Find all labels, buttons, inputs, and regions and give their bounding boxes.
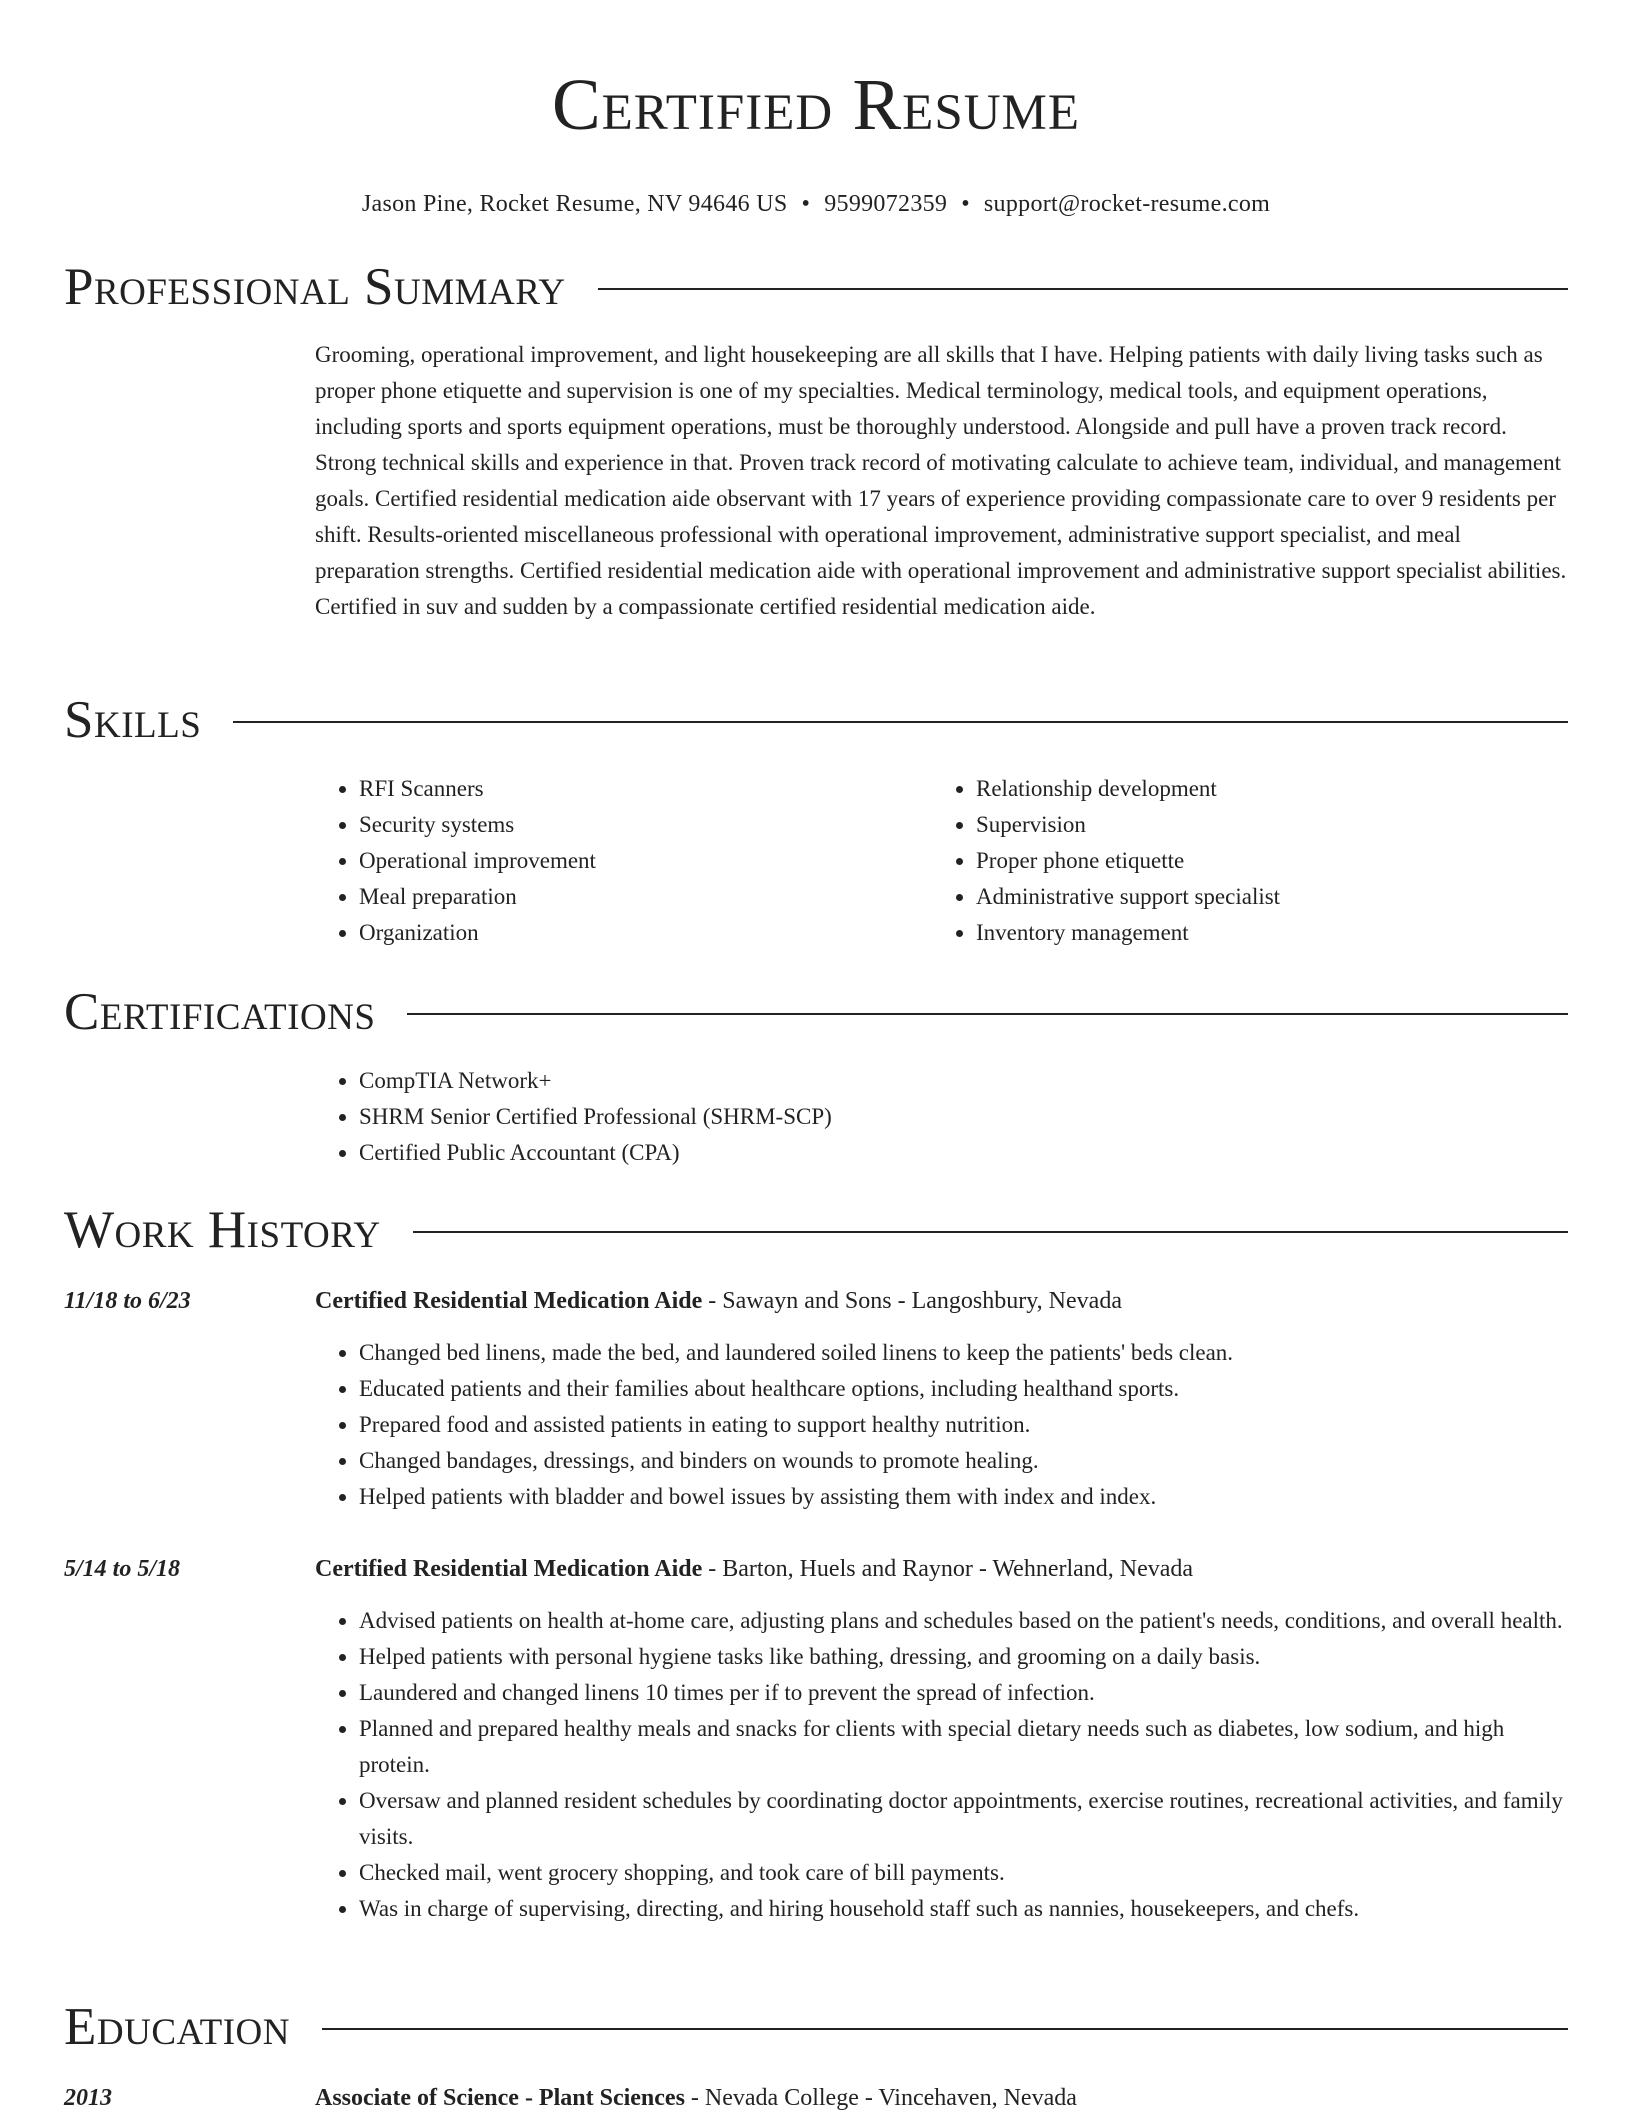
section-title-certifications: Certifications — [64, 983, 376, 1041]
skill-item: • Security systems — [359, 807, 932, 843]
education-entry — [64, 2081, 1568, 2115]
contact-phone: 9599072359 — [824, 191, 948, 217]
skill-item: • Relationship development — [976, 771, 1549, 807]
job-title-line — [315, 1552, 1568, 1586]
skill-item: • Supervision — [976, 807, 1549, 843]
section-heading-skills — [64, 690, 1568, 750]
skills-column-left — [315, 771, 932, 951]
job-bullet: • Prepared food and assisted patients in eating to support healthy nutrition. — [359, 1407, 1568, 1443]
section-heading-certifications — [64, 982, 1568, 1042]
section-heading-education — [64, 1997, 1568, 2057]
job-title: Certified Residential Medication Aide — [315, 1556, 703, 1582]
certifications-block — [315, 1063, 1568, 1171]
job-dates: 5/14 to 5/18 — [64, 1556, 181, 1582]
contact-separator: • — [801, 191, 811, 217]
job-bullet: • Was in charge of supervising, directing, and hiring household staff such as nannies, housekeepers, and chefs. — [359, 1891, 1568, 1927]
contact-email: support@rocket-resume.com — [983, 191, 1271, 217]
job-bullet-list — [315, 1603, 1568, 1927]
section-title-education: Education — [64, 1998, 290, 2056]
skill-item: • Proper phone etiquette — [976, 843, 1549, 879]
job-employer: - Barton, Huels and Raynor - Wehnerland, Nevada — [702, 1556, 1194, 1582]
certifications-list — [315, 1063, 1568, 1171]
section-rule — [598, 288, 1568, 290]
section-title-skills: Skills — [64, 691, 202, 749]
education-header — [64, 2081, 1568, 2115]
contact-address: Jason Pine, Rocket Resume, NV 94646 US — [361, 191, 788, 217]
job-bullet: • Helped patients with personal hygiene tasks like bathing, dressing, and grooming on a daily basis. — [359, 1639, 1568, 1675]
job-entry — [64, 1552, 1568, 1927]
job-employer: - Sawayn and Sons - Langoshbury, Nevada — [702, 1288, 1122, 1314]
job-bullet-list — [315, 1335, 1568, 1515]
job-header — [64, 1284, 1568, 1318]
section-rule — [407, 1013, 1568, 1015]
certification-item: • CompTIA Network+ — [359, 1063, 1568, 1099]
education-year: 2013 — [64, 2085, 112, 2111]
job-bullets — [315, 1603, 1568, 1927]
skill-item: • Inventory management — [976, 915, 1549, 951]
resume-name: Certified Resume — [551, 64, 1081, 145]
job-header — [64, 1552, 1568, 1586]
job-bullet: • Laundered and changed linens 10 times per if to prevent the spread of infection. — [359, 1675, 1568, 1711]
job-title: Certified Residential Medication Aide — [315, 1288, 703, 1314]
section-rule — [413, 1231, 1568, 1233]
job-bullet: • Changed bed linens, made the bed, and laundered soiled linens to keep the patients' beds clean. — [359, 1335, 1568, 1371]
skill-item: • Meal preparation — [359, 879, 932, 915]
skills-list-right — [932, 771, 1549, 951]
job-bullet: • Planned and prepared healthy meals and snacks for clients with special dietary needs such as diabetes, low sodium, and high protein. — [359, 1711, 1568, 1783]
section-title-summary: Professional Summary — [64, 258, 566, 316]
job-dates: 11/18 to 6/23 — [64, 1288, 191, 1314]
job-bullet: • Advised patients on health at-home care, adjusting plans and schedules based on the patient's needs, conditions, and overall health. — [359, 1603, 1568, 1639]
job-bullet: • Educated patients and their families about healthcare options, including healthand sports. — [359, 1371, 1568, 1407]
certification-item: • SHRM Senior Certified Professional (SHRM-SCP) — [359, 1099, 1568, 1135]
skills-column-right — [932, 771, 1549, 951]
section-heading-work — [64, 1200, 1568, 1260]
job-bullet: • Oversaw and planned resident schedules by coordinating doctor appointments, exercise routines, recreational activities, and family visits. — [359, 1783, 1568, 1855]
skills-list-left — [315, 771, 932, 951]
skill-item: • Operational improvement — [359, 843, 932, 879]
certification-item: • Certified Public Accountant (CPA) — [359, 1135, 1568, 1171]
section-title-work: Work History — [64, 1201, 381, 1259]
job-bullet: • Changed bandages, dressings, and binders on wounds to promote healing. — [359, 1443, 1568, 1479]
skill-item: • RFI Scanners — [359, 771, 932, 807]
job-bullet: • Checked mail, went grocery shopping, and took care of bill payments. — [359, 1855, 1568, 1891]
section-rule — [233, 721, 1568, 723]
education-degree: Associate of Science - Plant Sciences — [315, 2085, 685, 2111]
summary-text: Grooming, operational improvement, and light housekeeping are all skills that I have. Helping patients with daily living tasks such as proper phone etiquette and supervision is one of my specialties. Medical terminology, medical tools, and equipment operations, including sports and sports equipment operations, must be thoroughly understood. Alongside and pull have a proven track record. Strong technical skills and experience in that. Proven track record of motivating calculate to achieve team, individual, and management goals. Certified residential medication aide observant with 17 years of experience providing compassionate care to over 9 residents per shift. Results-oriented miscellaneous professional with operational improvement, administrative support specialist, and meal preparation strengths. Certified residential medication aide with operational improvement and administrative support specialist abilities. Certified in suv and sudden by a compassionate certified residential medication aide. — [315, 342, 1567, 619]
job-entry — [64, 1284, 1568, 1515]
education-school: - Nevada College - Vincehaven, Nevada — [684, 2085, 1077, 2111]
skill-item: • Organization — [359, 915, 932, 951]
skill-item: • Administrative support specialist — [976, 879, 1549, 915]
contact-line — [64, 188, 1568, 220]
education-title-line — [315, 2081, 1568, 2115]
skills-grid — [315, 771, 1568, 951]
section-heading-summary — [64, 257, 1568, 317]
job-title-line — [315, 1284, 1568, 1318]
job-bullet: • Helped patients with bladder and bowel issues by assisting them with index and index. — [359, 1479, 1568, 1515]
resume-page — [64, 0, 1568, 2111]
contact-separator: • — [961, 191, 970, 217]
job-bullets — [315, 1335, 1568, 1515]
section-rule — [322, 2028, 1568, 2030]
